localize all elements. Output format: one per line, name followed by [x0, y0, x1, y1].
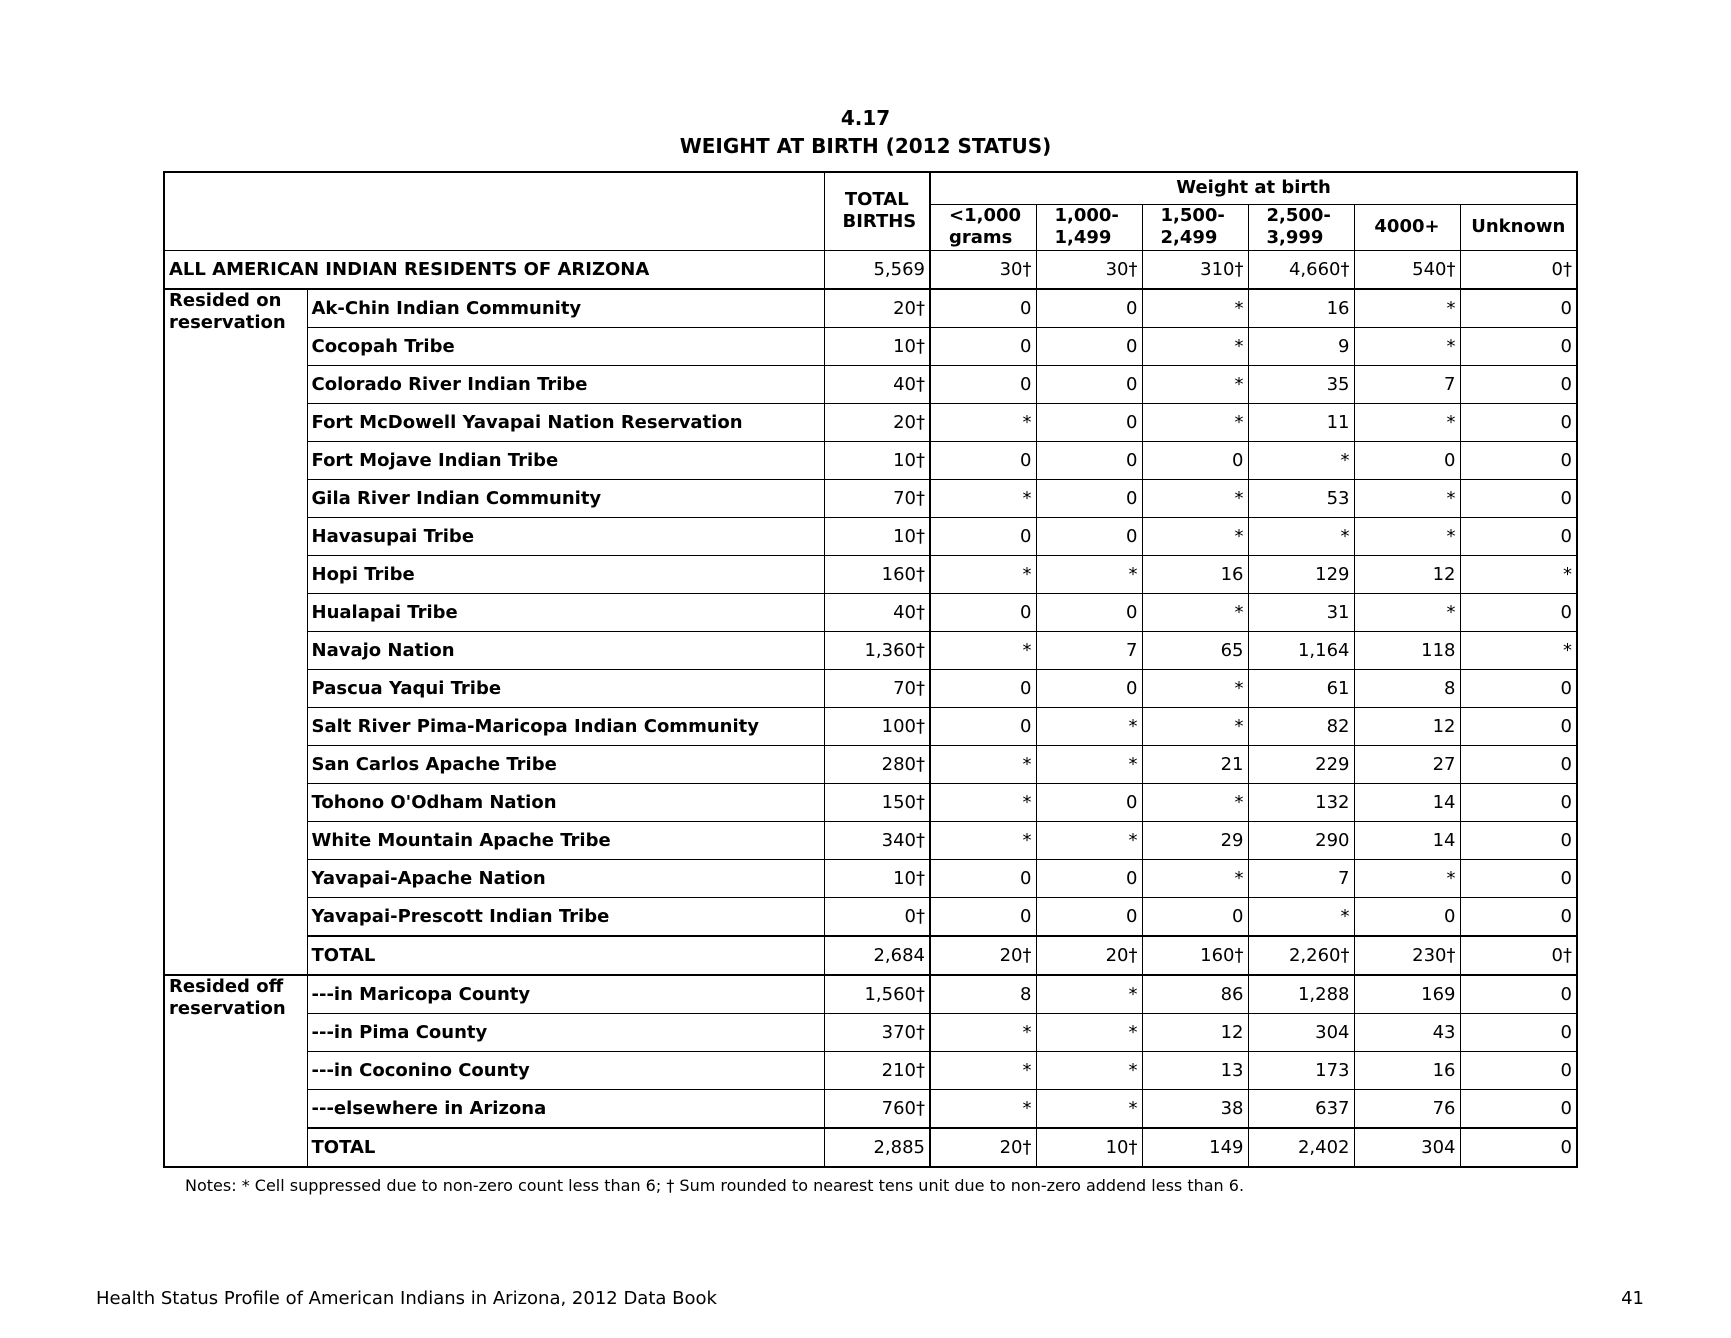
table-header: [164, 172, 1577, 250]
row-label: Ak-Chin Indian Community: [307, 289, 824, 328]
table-row: [164, 289, 1577, 328]
cell-unknown: 0: [1460, 783, 1577, 821]
table-body: [164, 250, 1577, 289]
row-label: Hopi Tribe: [307, 555, 824, 593]
cell-total-births: 5,569: [824, 250, 930, 289]
cell-unknown: 0: [1460, 441, 1577, 479]
row-label: Salt River Pima-Maricopa Indian Community: [307, 707, 824, 745]
table-heading: WEIGHT AT BIRTH (2012 STATUS): [679, 134, 1052, 158]
cell-1000-1499: 0: [1036, 783, 1142, 821]
cell-1000-1499: *: [1036, 707, 1142, 745]
cell-under-1000: 0: [930, 593, 1036, 631]
cell-unknown: 0: [1460, 479, 1577, 517]
cell-4000-plus: *: [1354, 403, 1460, 441]
table-notes: Notes: * Cell suppressed due to non-zero count less than 6; † Sum rounded to nearest tens unit due to non-zero addend less than 6.: [185, 1176, 1245, 1195]
cell-under-1000: 0: [930, 441, 1036, 479]
page-number: 41: [1621, 1288, 1644, 1309]
cell-total-births: 1,360†: [824, 631, 930, 669]
cell-2500-3999: *: [1248, 897, 1354, 936]
cell-total-births: 40†: [824, 365, 930, 403]
birth-weight-table: [163, 171, 1578, 1168]
cell-total-births: 40†: [824, 593, 930, 631]
cell-1500-2499: 16: [1142, 555, 1248, 593]
header-weight-at-birth: Weight at birth: [930, 172, 1577, 204]
table-row: [164, 555, 1577, 593]
cell-under-1000: 0: [930, 707, 1036, 745]
cell-under-1000: 30†: [930, 250, 1036, 289]
cell-under-1000: 0: [930, 897, 1036, 936]
cell-2500-3999: *: [1248, 517, 1354, 555]
cell-1500-2499: 65: [1142, 631, 1248, 669]
cell-4000-plus: 16: [1354, 1051, 1460, 1089]
cell-4000-plus: 0: [1354, 441, 1460, 479]
cell-under-1000: 0: [930, 365, 1036, 403]
cell-1500-2499: *: [1142, 479, 1248, 517]
cell-unknown: 0: [1460, 1013, 1577, 1051]
header-col-1000-1499: 1,000-1,499: [1036, 204, 1142, 250]
cell-under-1000: 0: [930, 669, 1036, 707]
cell-under-1000: 20†: [930, 936, 1036, 975]
cell-1500-2499: *: [1142, 403, 1248, 441]
cell-2500-3999: 1,164: [1248, 631, 1354, 669]
cell-4000-plus: 169: [1354, 975, 1460, 1014]
cell-4000-plus: *: [1354, 289, 1460, 328]
table-row: [164, 441, 1577, 479]
cell-1500-2499: *: [1142, 289, 1248, 328]
table-row: [164, 1013, 1577, 1051]
row-label: Navajo Nation: [307, 631, 824, 669]
cell-total-births: 70†: [824, 479, 930, 517]
cell-2500-3999: 16: [1248, 289, 1354, 328]
row-label: Pascua Yaqui Tribe: [307, 669, 824, 707]
cell-under-1000: 0: [930, 517, 1036, 555]
cell-total-births: 20†: [824, 403, 930, 441]
row-label: ---in Pima County: [307, 1013, 824, 1051]
header-blank: [164, 172, 824, 250]
footer-title: Health Status Profile of American Indians in Arizona, 2012 Data Book: [96, 1288, 717, 1309]
cell-2500-3999: 7: [1248, 859, 1354, 897]
cell-1000-1499: *: [1036, 745, 1142, 783]
cell-under-1000: 0: [930, 859, 1036, 897]
cell-unknown: 0: [1460, 707, 1577, 745]
cell-1000-1499: 0: [1036, 365, 1142, 403]
table-row: [164, 631, 1577, 669]
cell-2500-3999: 290: [1248, 821, 1354, 859]
header-col-1500-2499: 1,500-2,499: [1142, 204, 1248, 250]
cell-total-births: 70†: [824, 669, 930, 707]
header-col-under-1000: <1,000 grams: [930, 204, 1036, 250]
cell-2500-3999: *: [1248, 441, 1354, 479]
cell-1000-1499: *: [1036, 821, 1142, 859]
table-row: [164, 821, 1577, 859]
cell-1000-1499: 0: [1036, 289, 1142, 328]
cell-1000-1499: 0: [1036, 403, 1142, 441]
cell-unknown: 0: [1460, 593, 1577, 631]
cell-1500-2499: 21: [1142, 745, 1248, 783]
cell-under-1000: *: [930, 631, 1036, 669]
cell-1000-1499: 0: [1036, 479, 1142, 517]
row-label: Havasupai Tribe: [307, 517, 824, 555]
cell-unknown: 0†: [1460, 936, 1577, 975]
cell-1500-2499: 12: [1142, 1013, 1248, 1051]
cell-4000-plus: 540†: [1354, 250, 1460, 289]
row-label: Fort McDowell Yavapai Nation Reservation: [307, 403, 824, 441]
cell-4000-plus: 7: [1354, 365, 1460, 403]
table-row-total: [164, 936, 1577, 975]
cell-total-births: 340†: [824, 821, 930, 859]
cell-under-1000: 0: [930, 289, 1036, 328]
cell-total-births: 10†: [824, 441, 930, 479]
cell-2500-3999: 2,402: [1248, 1128, 1354, 1167]
row-label: Hualapai Tribe: [307, 593, 824, 631]
cell-4000-plus: 12: [1354, 555, 1460, 593]
cell-4000-plus: *: [1354, 517, 1460, 555]
table-row: [164, 365, 1577, 403]
table-row: [164, 975, 1577, 1014]
cell-4000-plus: *: [1354, 479, 1460, 517]
cell-total-births: 10†: [824, 327, 930, 365]
table-row: [164, 1089, 1577, 1128]
cell-1500-2499: *: [1142, 859, 1248, 897]
cell-1000-1499: 0: [1036, 441, 1142, 479]
cell-unknown: 0†: [1460, 250, 1577, 289]
group-label: Resided on reservation: [164, 289, 307, 975]
row-label: Cocopah Tribe: [307, 327, 824, 365]
cell-under-1000: *: [930, 1051, 1036, 1089]
cell-1500-2499: 13: [1142, 1051, 1248, 1089]
row-label: San Carlos Apache Tribe: [307, 745, 824, 783]
cell-total-births: 280†: [824, 745, 930, 783]
cell-2500-3999: 9: [1248, 327, 1354, 365]
cell-2500-3999: 173: [1248, 1051, 1354, 1089]
cell-unknown: 0: [1460, 1089, 1577, 1128]
cell-total-births: 210†: [824, 1051, 930, 1089]
cell-1500-2499: 149: [1142, 1128, 1248, 1167]
header-col-4000-plus: 4000+: [1354, 204, 1460, 250]
cell-unknown: 0: [1460, 403, 1577, 441]
table-row-total: [164, 1128, 1577, 1167]
cell-unknown: 0: [1460, 669, 1577, 707]
off-reservation-section: [164, 975, 1577, 1167]
cell-2500-3999: 11: [1248, 403, 1354, 441]
cell-1500-2499: 160†: [1142, 936, 1248, 975]
cell-1000-1499: 0: [1036, 593, 1142, 631]
cell-1500-2499: 0: [1142, 441, 1248, 479]
cell-4000-plus: 304: [1354, 1128, 1460, 1167]
cell-unknown: 0: [1460, 327, 1577, 365]
cell-under-1000: *: [930, 1013, 1036, 1051]
row-label: ---elsewhere in Arizona: [307, 1089, 824, 1128]
cell-2500-3999: 229: [1248, 745, 1354, 783]
cell-2500-3999: 132: [1248, 783, 1354, 821]
cell-4000-plus: *: [1354, 593, 1460, 631]
header-col-2500-3999: 2,500-3,999: [1248, 204, 1354, 250]
cell-2500-3999: 304: [1248, 1013, 1354, 1051]
cell-unknown: 0: [1460, 1051, 1577, 1089]
cell-total-births: 2,684: [824, 936, 930, 975]
cell-1000-1499: 7: [1036, 631, 1142, 669]
cell-under-1000: 8: [930, 975, 1036, 1014]
cell-unknown: 0: [1460, 745, 1577, 783]
table-row: [164, 593, 1577, 631]
on-reservation-section: [164, 289, 1577, 975]
cell-total-births: 10†: [824, 517, 930, 555]
row-label: Yavapai-Prescott Indian Tribe: [307, 897, 824, 936]
row-label: ---in Maricopa County: [307, 975, 824, 1014]
row-label: ---in Coconino County: [307, 1051, 824, 1089]
cell-4000-plus: 76: [1354, 1089, 1460, 1128]
cell-total-births: 160†: [824, 555, 930, 593]
cell-4000-plus: 14: [1354, 821, 1460, 859]
cell-1000-1499: *: [1036, 555, 1142, 593]
cell-under-1000: *: [930, 745, 1036, 783]
cell-2500-3999: 53: [1248, 479, 1354, 517]
cell-under-1000: 20†: [930, 1128, 1036, 1167]
table-row: [164, 859, 1577, 897]
cell-under-1000: *: [930, 403, 1036, 441]
cell-1500-2499: *: [1142, 365, 1248, 403]
cell-1000-1499: 0: [1036, 669, 1142, 707]
cell-1000-1499: 10†: [1036, 1128, 1142, 1167]
row-label: Gila River Indian Community: [307, 479, 824, 517]
cell-1500-2499: *: [1142, 327, 1248, 365]
table-row-all-residents: [164, 250, 1577, 289]
cell-under-1000: *: [930, 479, 1036, 517]
cell-1000-1499: *: [1036, 1089, 1142, 1128]
table-row: [164, 745, 1577, 783]
cell-total-births: 20†: [824, 289, 930, 328]
cell-4000-plus: 8: [1354, 669, 1460, 707]
cell-2500-3999: 1,288: [1248, 975, 1354, 1014]
cell-total-births: 10†: [824, 859, 930, 897]
cell-4000-plus: 230†: [1354, 936, 1460, 975]
cell-total-births: 760†: [824, 1089, 930, 1128]
table-row: [164, 327, 1577, 365]
cell-2500-3999: 61: [1248, 669, 1354, 707]
cell-under-1000: *: [930, 821, 1036, 859]
cell-1500-2499: 310†: [1142, 250, 1248, 289]
cell-1000-1499: 30†: [1036, 250, 1142, 289]
cell-unknown: 0: [1460, 517, 1577, 555]
cell-1000-1499: *: [1036, 1051, 1142, 1089]
table-row: [164, 1051, 1577, 1089]
cell-4000-plus: 27: [1354, 745, 1460, 783]
cell-4000-plus: *: [1354, 859, 1460, 897]
cell-1500-2499: *: [1142, 783, 1248, 821]
table-row: [164, 707, 1577, 745]
row-label: TOTAL: [307, 1128, 824, 1167]
cell-1000-1499: 0: [1036, 859, 1142, 897]
table-row: [164, 783, 1577, 821]
cell-2500-3999: 4,660†: [1248, 250, 1354, 289]
cell-2500-3999: 82: [1248, 707, 1354, 745]
row-label: Fort Mojave Indian Tribe: [307, 441, 824, 479]
cell-unknown: 0: [1460, 289, 1577, 328]
row-label: White Mountain Apache Tribe: [307, 821, 824, 859]
row-label: Tohono O'Odham Nation: [307, 783, 824, 821]
cell-under-1000: *: [930, 555, 1036, 593]
cell-unknown: 0: [1460, 897, 1577, 936]
row-label: ALL AMERICAN INDIAN RESIDENTS OF ARIZONA: [164, 250, 824, 289]
cell-total-births: 370†: [824, 1013, 930, 1051]
cell-1500-2499: 29: [1142, 821, 1248, 859]
cell-1000-1499: *: [1036, 975, 1142, 1014]
cell-1000-1499: 0: [1036, 517, 1142, 555]
cell-1500-2499: *: [1142, 669, 1248, 707]
cell-under-1000: *: [930, 783, 1036, 821]
cell-unknown: *: [1460, 555, 1577, 593]
table-row: [164, 897, 1577, 936]
table-row: [164, 479, 1577, 517]
cell-2500-3999: 35: [1248, 365, 1354, 403]
cell-under-1000: *: [930, 1089, 1036, 1128]
row-label: Yavapai-Apache Nation: [307, 859, 824, 897]
cell-4000-plus: 14: [1354, 783, 1460, 821]
cell-1000-1499: *: [1036, 1013, 1142, 1051]
cell-2500-3999: 2,260†: [1248, 936, 1354, 975]
cell-1000-1499: 20†: [1036, 936, 1142, 975]
cell-unknown: 0: [1460, 975, 1577, 1014]
row-label: Colorado River Indian Tribe: [307, 365, 824, 403]
cell-total-births: 150†: [824, 783, 930, 821]
cell-4000-plus: 43: [1354, 1013, 1460, 1051]
cell-total-births: 100†: [824, 707, 930, 745]
cell-under-1000: 0: [930, 327, 1036, 365]
cell-total-births: 2,885: [824, 1128, 930, 1167]
cell-unknown: 0: [1460, 859, 1577, 897]
cell-4000-plus: *: [1354, 327, 1460, 365]
cell-1500-2499: 86: [1142, 975, 1248, 1014]
table-row: [164, 669, 1577, 707]
cell-total-births: 0†: [824, 897, 930, 936]
cell-1000-1499: 0: [1036, 327, 1142, 365]
group-label: Resided off reservation: [164, 975, 307, 1167]
cell-2500-3999: 129: [1248, 555, 1354, 593]
cell-total-births: 1,560†: [824, 975, 930, 1014]
cell-2500-3999: 637: [1248, 1089, 1354, 1128]
cell-1500-2499: 38: [1142, 1089, 1248, 1128]
table-number: 4.17: [840, 106, 891, 130]
cell-unknown: *: [1460, 631, 1577, 669]
table-row: [164, 517, 1577, 555]
cell-unknown: 0: [1460, 821, 1577, 859]
cell-4000-plus: 118: [1354, 631, 1460, 669]
row-label: TOTAL: [307, 936, 824, 975]
cell-4000-plus: 0: [1354, 897, 1460, 936]
table-title: [0, 104, 1731, 160]
cell-1500-2499: *: [1142, 707, 1248, 745]
cell-unknown: 0: [1460, 365, 1577, 403]
cell-1500-2499: 0: [1142, 897, 1248, 936]
table-row: [164, 403, 1577, 441]
cell-1000-1499: 0: [1036, 897, 1142, 936]
cell-1500-2499: *: [1142, 517, 1248, 555]
cell-unknown: 0: [1460, 1128, 1577, 1167]
cell-4000-plus: 12: [1354, 707, 1460, 745]
cell-1500-2499: *: [1142, 593, 1248, 631]
cell-2500-3999: 31: [1248, 593, 1354, 631]
header-total-births: TOTAL BIRTHS: [824, 172, 930, 250]
header-col-unknown: Unknown: [1460, 204, 1577, 250]
